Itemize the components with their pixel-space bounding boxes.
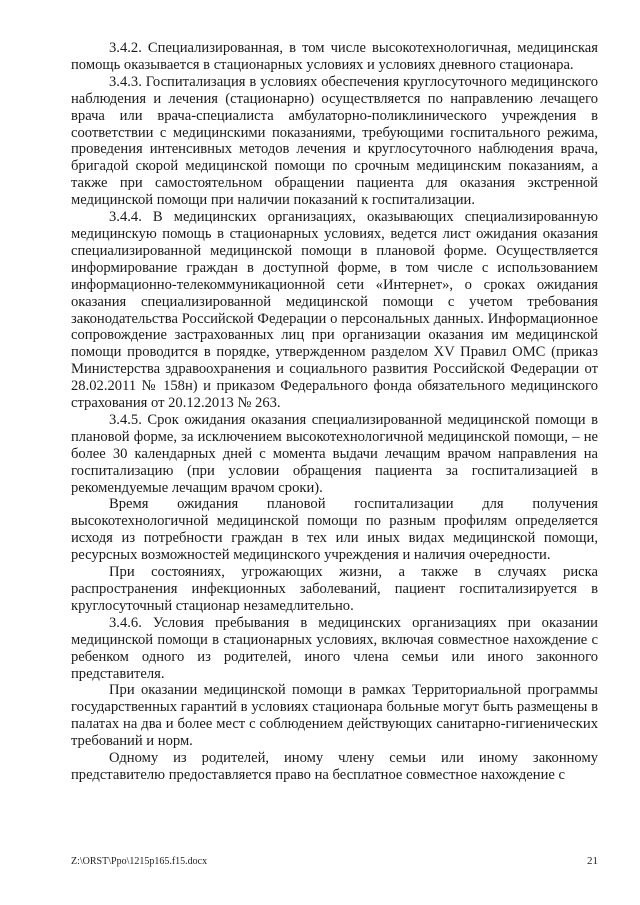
paragraph-3-4-4: 3.4.4. В медицинских организациях, оказывающих специализированную медицинскую помощь в стационарных условиях, ведется лист ожидания оказания специализированной медицинской помощи в плановой форме. Осуществляется информирование граждан в доступной форме, в том числе с использованием информационно-телекоммуникационной сети «Интернет», о сроках ожидания оказания специализированной медицинской помощи с учетом требования законодательства Российской Федерации о персональных данных. Информационное сопровождение застрахованных лиц при организации оказания им медицинской помощи проводится в порядке, утвержденном разделом XV Правил ОМС (приказ Министерства здравоохранения и социального развития Российской Федерации от 28.02.2011 № 158н) и приказом Федерального фонда обязательного медицинского страхования от 20.12.2013 № 263. bbox=[71, 209, 598, 412]
paragraph-3-4-5: 3.4.5. Срок ожидания оказания специализированной медицинской помощи в плановой форме, за исключением высокотехнологичной медицинской помощи, – не более 30 календарных дней с момента выдачи лечащим врачом направления на госпитализацию (при условии обращения пациента за госпитализацией в рекомендуемые лечащим врачом сроки). bbox=[71, 411, 598, 496]
page-number: 21 bbox=[587, 855, 598, 867]
paragraph-3-4-3: 3.4.3. Госпитализация в условиях обеспечения круглосуточного медицинского наблюдения и лечения (стационарно) осуществляется по направлению лечащего врача или врача-специалиста амбулаторно-поликлинического учреждения в соответствии с медицинскими показаниями, требующими госпитального режима, проведения интенсивных методов лечения и круглосуточного наблюдения врача, бригадой скорой медицинской помощи по срочным медицинским показаниям, а также при самостоятельном обращении пациента для оказания экстренной медицинской помощи при наличии показаний к госпитализации. bbox=[71, 73, 598, 209]
paragraph-hmp-waiting-time: Время ожидания плановой госпитализации для получения высокотехнологичной медицинской помощи по разным профилям определяется исходя из потребности граждан в тех или иных видах медицинской помощи, ресурсных возможностей медицинского учреждения и наличия очередности. bbox=[71, 496, 598, 564]
footer-file-path: Z:\ORST\Ppo\1215p165.f15.docx bbox=[71, 856, 208, 867]
paragraph-ward-placement: При оказании медицинской помощи в рамках Территориальной программы государственных гарантий в условиях стационара больные могут быть размещены в палатах на два и более мест с соблюдением действующих санитарно-гигиенических требований и норм. bbox=[71, 682, 598, 750]
paragraph-3-4-6: 3.4.6. Условия пребывания в медицинских организациях при оказании медицинской помощи в стационарных условиях, включая совместное нахождение с ребенком одного из родителей, иного члена семьи или иного законного представителя. bbox=[71, 614, 598, 682]
paragraph-parent-stay: Одному из родителей, иному члену семьи или иному законному представителю предоставляется право на бесплатное совместное нахождение с bbox=[71, 750, 598, 783]
paragraph-emergency-hospitalization: При состояниях, угрожающих жизни, а также в случаях риска распространения инфекционных заболеваний, пациент госпитализируется в круглосуточный стационар незамедлительно. bbox=[71, 564, 598, 614]
paragraph-3-4-2: 3.4.2. Специализированная, в том числе высокотехнологичная, медицинская помощь оказывается в стационарных условиях и условиях дневного стационара. bbox=[71, 40, 598, 73]
document-body bbox=[71, 40, 598, 784]
